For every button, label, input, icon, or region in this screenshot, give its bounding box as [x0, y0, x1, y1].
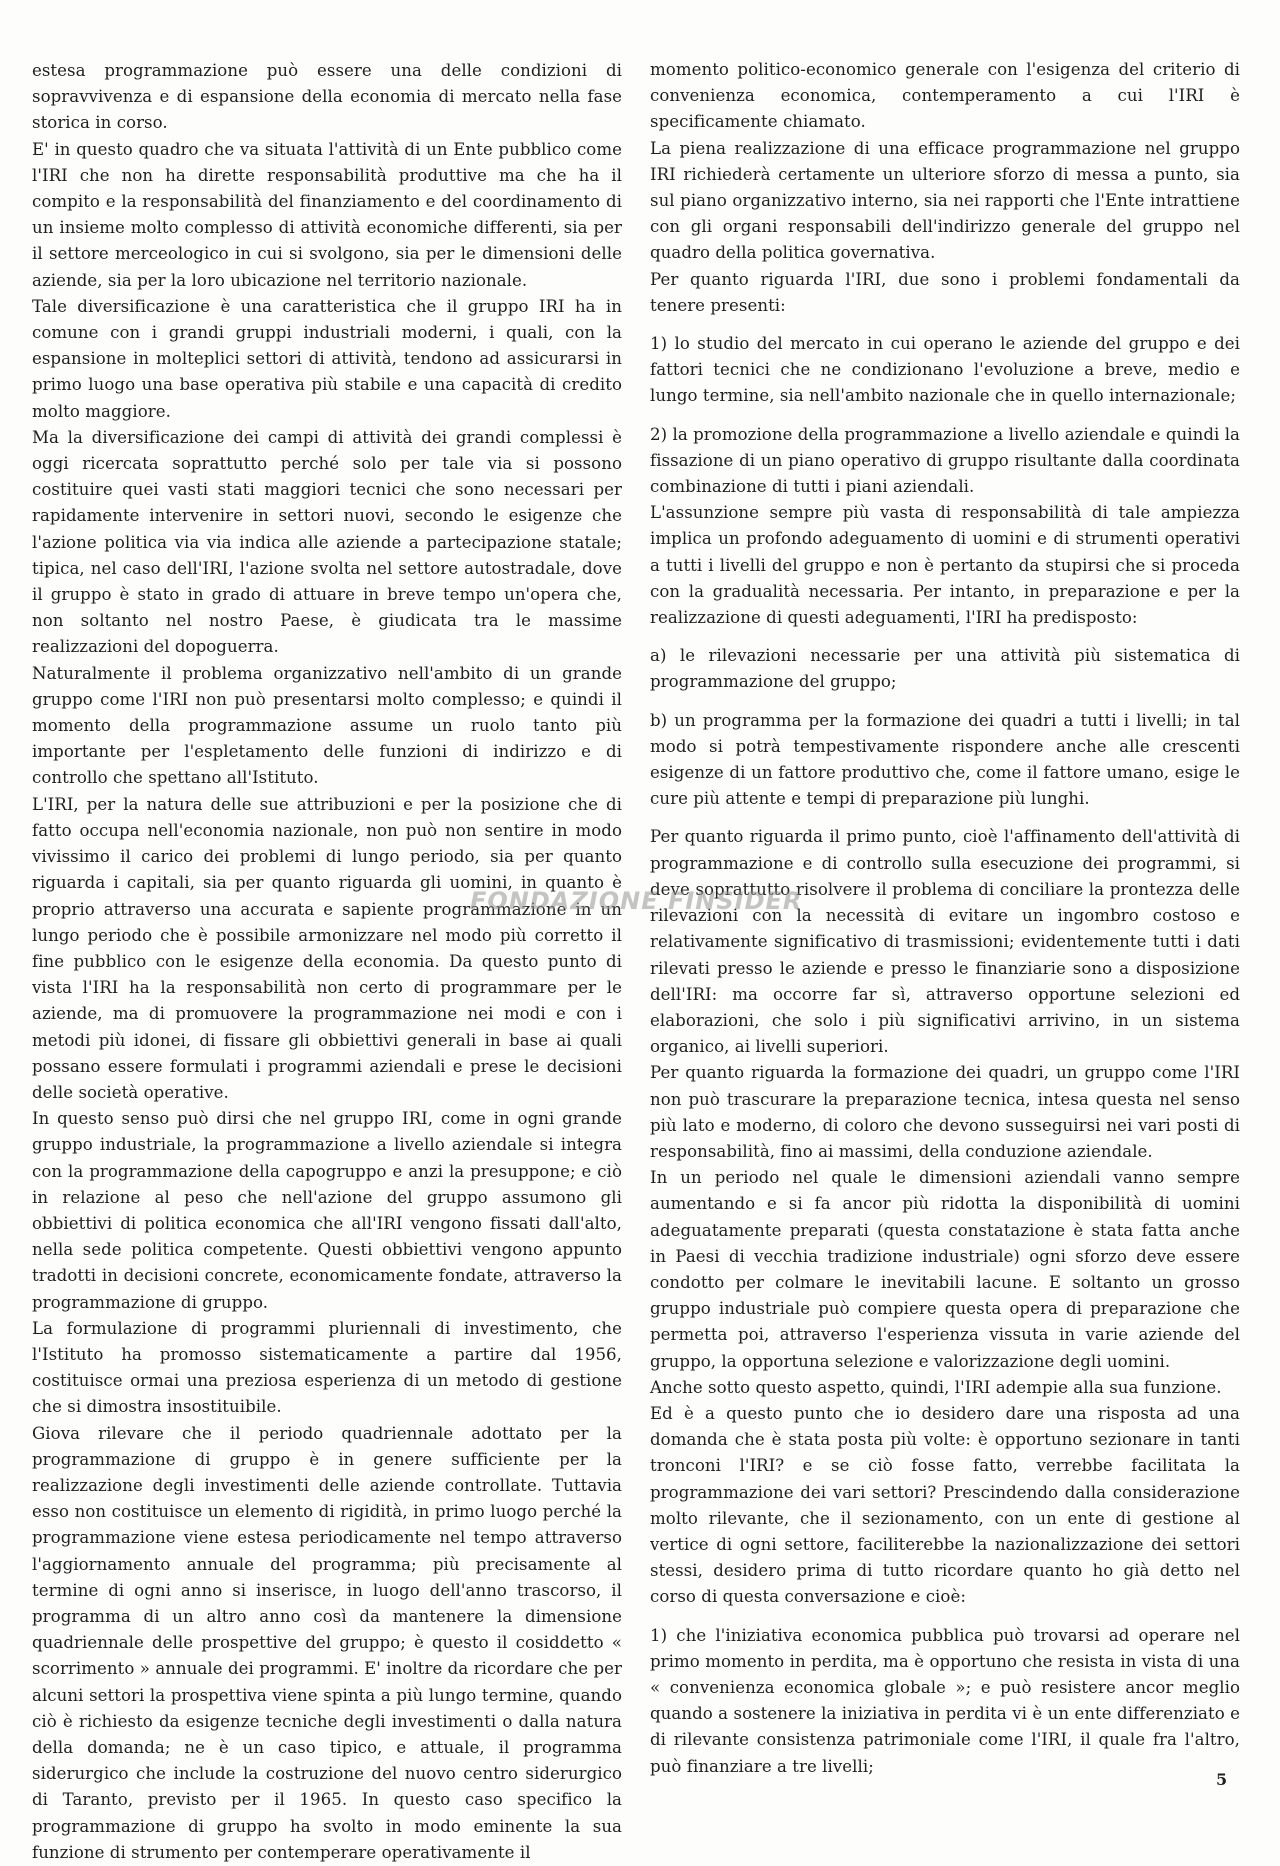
paragraph: Tale diversificazione è una caratteristica che il gruppo IRI ha in comune con i grandi gruppi industriali moderni, i quali, con la espansione in molteplici settori di attività, tendono ad assicurarsi in primo luogo una base operativa più stabile e una capacità di credito molto maggiore. — [32, 296, 622, 421]
paragraph: E' in questo quadro che va situata l'attività di un Ente pubblico come l'IRI che non ha dirette responsabilità produttive ma che ha il compito e la responsabilità del finanziamento e del coordinamento di un insieme molto complesso di attività economiche differenti, sia per il settore merceologico in cui si svolgono, sia per le dimensioni delle aziende, sia per la loro ubicazione nel territorio nazionale. — [32, 139, 622, 290]
paragraph: In questo senso può dirsi che nel gruppo IRI, come in ogni grande gruppo industriale, la programmazione a livello aziendale si integra con la programmazione della capogruppo e anzi la presuppone; e ciò in relazione al peso che nell'azione del gruppo assumono gli obbiettivi di politica economica che all'IRI vengono fissati dall'alto, nella sede politica competente. Questi obbiettivi vengono appunto tradotti in decisioni concrete, economicamente fondate, attraverso la programmazione di gruppo. — [32, 1109, 622, 1312]
paragraph: Anche sotto questo aspetto, quindi, l'IRI adempie alla sua funzione. — [650, 1377, 1222, 1397]
paragraph: La piena realizzazione di una efficace programmazione nel gruppo IRI richiederà certamente un ulteriore sforzo di messa a punto, sia sul piano organizzativo interno, sia nei rapporti che l'Ente intrattiene con gli organi responsabili dell'indirizzo generale del gruppo nel quadro della politica governativa. — [650, 138, 1240, 263]
paragraph: Per quanto riguarda la formazione dei quadri, un gruppo come l'IRI non può trascurare la preparazione tecnica, intesa questa nel senso più lato e moderno, di coloro che devono susseguirsi nei vari posti di responsabilità, fino ai massimi, della conduzione aziendale. — [650, 1063, 1240, 1161]
list-item: 1) che l'iniziativa economica pubblica può trovarsi ad operare nel primo momento in perdita, ma è opportuno che resista in vista di una « convenienza economica globale »; e può resistere ancor meglio quando a sostenere la iniziativa in perdita vi è un ente differenziato e di rilevante consistenza patrimoniale come l'IRI, il quale fra l'altro, può finanziare a tre livelli; — [650, 1625, 1240, 1776]
paragraph: L'assunzione sempre più vasta di responsabilità di tale ampiezza implica un profondo adeguamento di uomini e di strumenti operativi a tutti i livelli del gruppo e non è pertanto da stupirsi che si proceda con la gradualità necessaria. Per intanto, in preparazione e per la realizzazione di questi adeguamenti, l'IRI ha predisposto: — [650, 503, 1240, 628]
page-number: 5 — [1216, 1770, 1228, 1789]
paragraph: momento politico-economico generale con l'esigenza del criterio di convenienza economica, contemperamento a cui l'IRI è specificamente chiamato. — [650, 60, 1240, 132]
paragraph: Giova rilevare che il periodo quadriennale adottato per la programmazione di gruppo è in genere sufficiente per la realizzazione degli investimenti delle aziende controllate. Tuttavia esso non costituisce un elemento di rigidità, in primo luogo perché la programmazione viene estesa periodicamente nel tempo attraverso l'aggiornamento annuale del programma; più precisamente al termine di ogni anno si inserisce, in luogo dell'anno trascorso, il programma di un altro anno così da mantenere la dimensione quadriennale delle prospettive del gruppo; è questo il cosiddetto « scorrimento » annuale dei programmi. E' inoltre da ricordare che per alcuni settori la prospettiva viene spinta a più lungo termine, quando ciò è richiesto da esigenze tecniche degli investimenti o dalla natura della domanda; ne è un caso tipico, e attuale, il programma siderurgico che include la costruzione del nuovo centro siderurgico di Taranto, previsto per il 1965. In questo caso specifico la programmazione di gruppo ha svolto in modo eminente la sua funzione di strumento per contemperare operativamente il — [32, 1423, 622, 1862]
list-item: a) le rilevazioni necessarie per una attività più sistematica di programmazione del gruppo; — [650, 646, 1240, 692]
paragraph: Per quanto riguarda l'IRI, due sono i problemi fondamentali da tenere presenti: — [650, 269, 1240, 315]
paragraph: Ma la diversificazione dei campi di attività dei grandi complessi è oggi ricercata soprattutto perché solo per tale via si possono costituire quei vasti stati maggiori tecnici che sono necessari per rapidamente intervenire in settori nuovi, secondo le esigenze che l'azione politica via via indica alle aziende a partecipazione statale; tipica, nel caso dell'IRI, l'azione svolta nel settore autostradale, dove il gruppo è stato in grado di attuare in breve tempo un'opera che, non soltanto nel nostro Paese, è giudicata tra le massime realizzazioni del dopoguerra. — [32, 427, 622, 657]
right-column — [650, 57, 1240, 1780]
paragraph: Ed è a questo punto che io desidero dare una risposta ad una domanda che è stata posta più volte: è opportuno sezionare in tanti tronconi l'IRI? e se ciò fosse fatto, verrebbe facilitata la programmazione dei vari settori? Prescindendo dalla considerazione molto rilevante, che il sezionamento, con un ente di gestione al vertice di ogni settore, faciliterebbe la nazionalizzazione dei settori stessi, desidero prima di tutto ricordare quanto ho già detto nel corso di questa conversazione e cioè: — [650, 1403, 1240, 1607]
paragraph: La formulazione di programmi pluriennali di investimento, che l'Istituto ha promosso sistematicamente a partire dal 1956, costituisce ormai una preziosa esperienza di un metodo di gestione che si dimostra insostituibile. — [32, 1318, 622, 1417]
list-item: 1) lo studio del mercato in cui operano le aziende del gruppo e dei fattori tecnici che ne condizionano l'evoluzione a breve, medio e lungo termine, sia nell'ambito nazionale che in quello internazionale; — [650, 334, 1240, 406]
paragraph: estesa programmazione può essere una delle condizioni di sopravvivenza e di espansione della economia di mercato nella fase storica in corso. — [32, 61, 622, 133]
watermark: FONDAZIONE FINSIDER — [470, 887, 803, 915]
list-item: b) un programma per la formazione dei quadri a tutti i livelli; in tal modo si potrà tempestivamente rispondere anche alle crescenti esigenze di un fattore produttivo che, come il fattore umano, esige le cure più attente e tempi di preparazione più lunghi. — [650, 710, 1240, 809]
paragraph: Per quanto riguarda il primo punto, cioè l'affinamento dell'attività di programmazione e di controllo sulla esecuzione dei programmi, si deve soprattutto risolvere il problema di conciliare la prontezza delle rilevazioni con la necessità di evitare un ingombro costoso e relativamente significativo di trasmissioni; evidentemente tutti i dati rilevati presso le aziende e presso le finanziarie sono a disposizione dell'IRI: ma occorre far sì, attraverso opportune selezioni ed elaborazioni, che solo i più significativi arrivino, in un sistema organico, ai livelli superiori. — [650, 827, 1240, 1057]
left-column — [32, 58, 622, 1866]
paragraph: In un periodo nel quale le dimensioni aziendali vanno sempre aumentando e si fa ancor più ridotta la disponibilità di uomini adeguatamente preparati (questa constatazione è stata fatta anche in Paesi di vecchia tradizione industriale) ogni sforzo deve essere condotto per colmare le inevitabili lacune. E soltanto un grosso gruppo industriale può compiere questa opera di preparazione che permetta poi, attraverso l'esperienza vissuta in varie aziende del gruppo, la opportuna selezione e valorizzazione degli uomini. — [650, 1168, 1240, 1371]
paragraph: L'IRI, per la natura delle sue attribuzioni e per la posizione che di fatto occupa nell'economia nazionale, non può non sentire in modo vivissimo il carico dei problemi di lungo periodo, sia per quanto riguarda i capitali, sia per quanto riguarda gli uomini, in quanto è proprio attraverso una accurata e sapiente programmazione in un lungo periodo che è possibile armonizzare nel modo più corretto il fine pubblico con le esigenze della economia. Da questo punto di vista l'IRI ha la responsabilità non certo di programmare per le aziende, ma di promuovere la programmazione nei modi e con i metodi più idonei, di fissare gli obbiettivi generali in base ai quali possano essere formulati i programmi aziendali e prese le decisioni delle società operative. — [32, 794, 622, 1102]
paragraph: Naturalmente il problema organizzativo nell'ambito di un grande gruppo come l'IRI non può presentarsi molto complesso; e quindi il momento della programmazione assume un ruolo tanto più importante per l'espletamento delle funzioni di indirizzo e di controllo che spettano all'Istituto. — [32, 663, 622, 788]
list-item: 2) la promozione della programmazione a livello aziendale e quindi la fissazione di un piano operativo di gruppo risultante dalla coordinata combinazione di tutti i piani aziendali. — [650, 424, 1240, 497]
